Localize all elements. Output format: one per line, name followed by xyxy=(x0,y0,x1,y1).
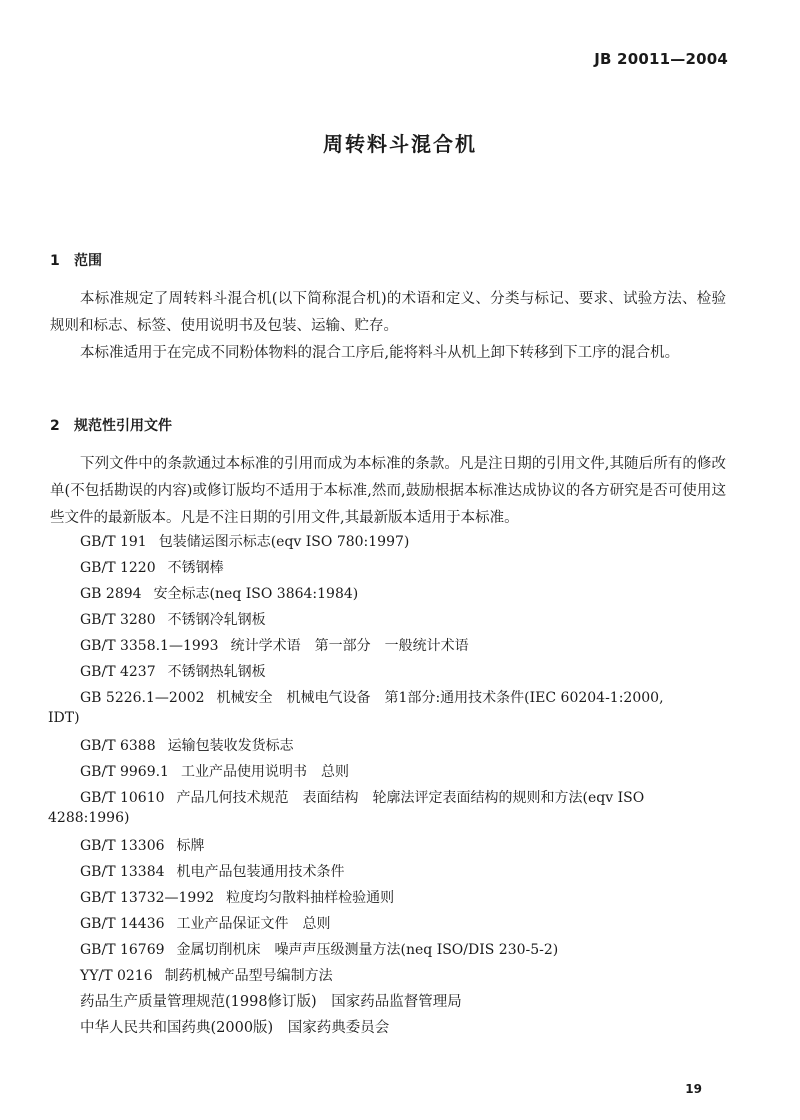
reference-item xyxy=(80,836,730,862)
reference-item xyxy=(48,788,730,828)
reference-item xyxy=(80,762,730,788)
reference-item xyxy=(80,966,730,992)
reference-title: 机电产品包装通用技术条件 xyxy=(176,864,345,880)
reference-item xyxy=(80,940,730,966)
section-title: 范围 xyxy=(74,253,102,269)
reference-code: GB/T 14436 xyxy=(80,916,165,932)
section-heading-scope xyxy=(50,250,102,270)
reference-title: 工业产品保证文件 总则 xyxy=(176,916,331,932)
reference-code: GB 2894 xyxy=(80,586,142,602)
reference-title-continuation: 4288:1996) xyxy=(48,810,130,826)
reference-title: 安全标志(neq ISO 3864:1984) xyxy=(153,586,359,602)
reference-title-continuation: IDT) xyxy=(48,710,80,726)
reference-title: 包装储运图示标志(eqv ISO 780:1997) xyxy=(158,534,410,550)
reference-item xyxy=(80,736,730,762)
reference-title: 机械安全 机械电气设备 第1部分:通用技术条件(IEC 60204-1:2000, xyxy=(216,690,664,706)
document-title: 周转料斗混合机 xyxy=(323,132,477,156)
standard-code: JB 20011—2004 xyxy=(594,50,728,68)
reference-item xyxy=(80,558,730,584)
scope-paragraph-1: 本标准规定了周转料斗混合机(以下简称混合机)的术语和定义、分类与标记、要求、试验方法、检验规则和标志、标签、使用说明书及包装、运输、贮存。 xyxy=(50,291,726,334)
reference-title: 产品几何技术规范 表面结构 轮廓法评定表面结构的规则和方法(eqv ISO xyxy=(176,790,645,806)
reference-title: 金属切削机床 噪声声压级测量方法(neq ISO/DIS 230-5-2) xyxy=(176,942,559,958)
reference-title: 中华人民共和国药典(2000版) 国家药典委员会 xyxy=(80,1020,390,1036)
reference-code: GB/T 4237 xyxy=(80,664,156,680)
reference-code: GB/T 3280 xyxy=(80,612,156,628)
reference-code: GB/T 3358.1—1993 xyxy=(80,638,219,654)
reference-item xyxy=(80,862,730,888)
section-heading-normative-references xyxy=(50,415,172,435)
reference-code: GB 5226.1—2002 xyxy=(80,690,205,706)
section-number: 1 xyxy=(50,253,60,269)
reference-item xyxy=(80,532,730,558)
reference-item xyxy=(80,1018,730,1044)
references-intro-paragraph: 下列文件中的条款通过本标准的引用而成为本标准的条款。凡是注日期的引用文件,其随后所有的修改单(不包括勘误的内容)或修订版均不适用于本标准,然而,鼓励根据本标准达成协议的各方研究是否可使用这些文件的最新版本。凡是不注日期的引用文件,其最新版本适用于本标准。 xyxy=(50,456,726,526)
reference-item xyxy=(80,610,730,636)
reference-item xyxy=(80,992,730,1018)
scope-paragraph-2: 本标准适用于在完成不同粉体物料的混合工序后,能将料斗从机上卸下转移到下工序的混合机。 xyxy=(80,345,680,361)
reference-item xyxy=(80,636,730,662)
reference-list xyxy=(48,532,730,1044)
reference-code: GB/T 10610 xyxy=(80,790,165,806)
reference-code: GB/T 191 xyxy=(80,534,147,550)
reference-title: 不锈钢冷轧钢板 xyxy=(167,612,266,628)
reference-item xyxy=(48,688,730,728)
reference-code: YY/T 0216 xyxy=(80,968,153,984)
reference-item xyxy=(80,914,730,940)
reference-code: GB/T 6388 xyxy=(80,738,156,754)
reference-title: 不锈钢热轧钢板 xyxy=(167,664,266,680)
reference-code: GB/T 16769 xyxy=(80,942,165,958)
page-number: 19 xyxy=(685,1082,702,1096)
section-number: 2 xyxy=(50,418,60,434)
reference-code: GB/T 1220 xyxy=(80,560,156,576)
reference-title: 粒度均匀散料抽样检验通则 xyxy=(226,890,395,906)
reference-item xyxy=(80,584,730,610)
reference-title: 标牌 xyxy=(176,838,205,854)
reference-title: 运输包装收发货标志 xyxy=(167,738,294,754)
reference-item xyxy=(80,888,730,914)
reference-title: 工业产品使用说明书 总则 xyxy=(180,764,349,780)
reference-code: GB/T 9969.1 xyxy=(80,764,169,780)
reference-code: GB/T 13306 xyxy=(80,838,165,854)
reference-code: GB/T 13384 xyxy=(80,864,165,880)
reference-item xyxy=(80,662,730,688)
reference-code: GB/T 13732—1992 xyxy=(80,890,215,906)
reference-title: 药品生产质量管理规范(1998修订版) 国家药品监督管理局 xyxy=(80,994,462,1010)
reference-title: 不锈钢棒 xyxy=(167,560,224,576)
reference-title: 制药机械产品型号编制方法 xyxy=(164,968,333,984)
section-title: 规范性引用文件 xyxy=(74,418,172,434)
reference-title: 统计学术语 第一部分 一般统计术语 xyxy=(230,638,469,654)
